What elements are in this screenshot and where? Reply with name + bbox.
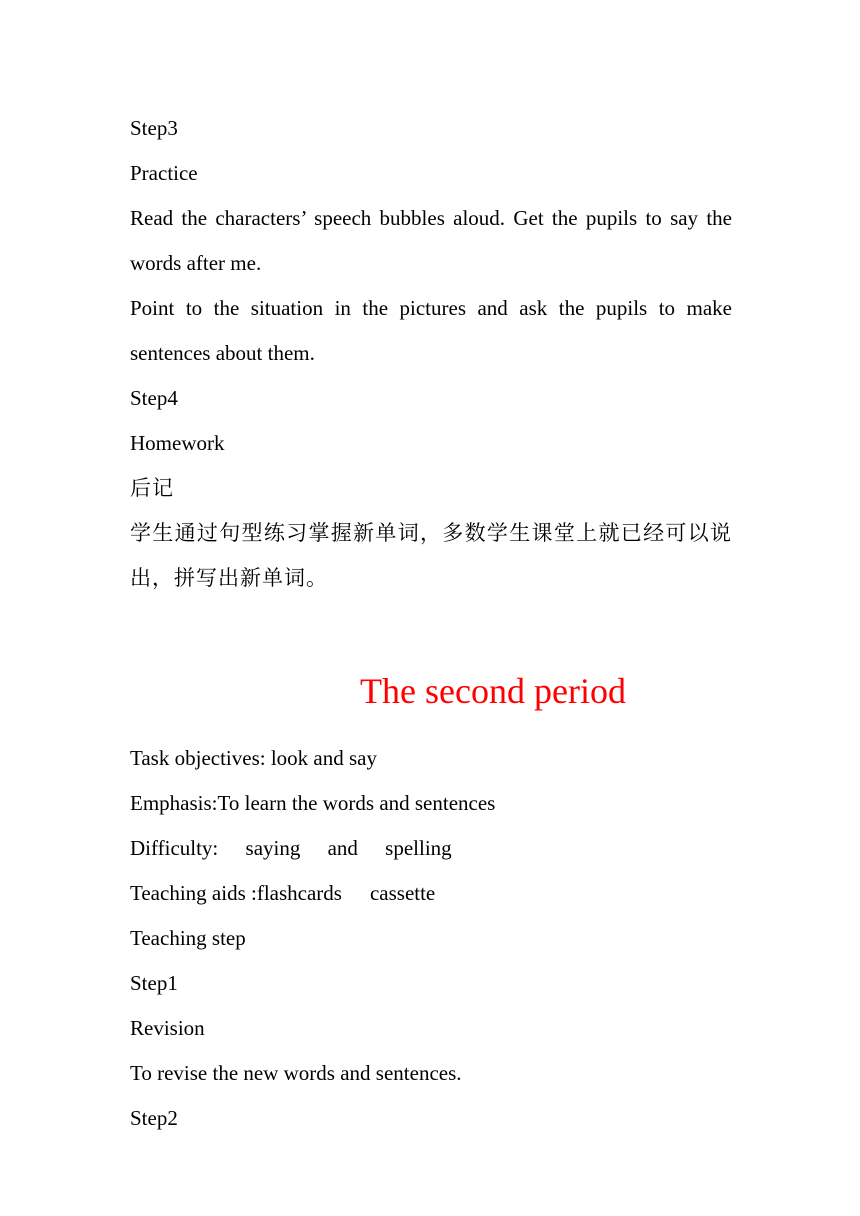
step1-heading: Step1: [130, 971, 178, 995]
emphasis-line: Emphasis:To learn the words and sentences: [130, 791, 496, 815]
document-body: [130, 106, 732, 1141]
teaching-step-heading: Teaching step: [130, 926, 246, 950]
difficulty-line: Difficulty: saying and spelling: [130, 836, 452, 860]
postscript-heading: 后记: [130, 476, 174, 500]
practice-heading: Practice: [130, 161, 198, 185]
revision-text: To revise the new words and sentences.: [130, 1061, 462, 1085]
teaching-aids-line: [130, 871, 732, 916]
revision-heading: Revision: [130, 1016, 205, 1040]
step2-heading: Step2: [130, 1106, 178, 1130]
homework-heading: Homework: [130, 431, 225, 455]
step3-heading: Step3: [130, 116, 178, 140]
practice-paragraph-1: Read the characters’ speech bubbles aloud. Get the pupils to say the words after me.: [130, 206, 732, 275]
practice-paragraph-2: Point to the situation in the pictures and ask the pupils to make sentences about them.: [130, 296, 732, 365]
section-title-row: [130, 646, 732, 736]
task-objectives-line: Task objectives: look and say: [130, 746, 377, 770]
blank-line: [130, 601, 732, 646]
step4-heading: Step4: [130, 386, 178, 410]
teaching-aids-text: Teaching aids :flashcards cassette: [130, 881, 436, 905]
section-title: The second period: [360, 671, 626, 711]
postscript-paragraph: 学生通过句型练习掌握新单词，多数学生课堂上就已经可以说出，拼写出新单词。: [130, 521, 732, 590]
